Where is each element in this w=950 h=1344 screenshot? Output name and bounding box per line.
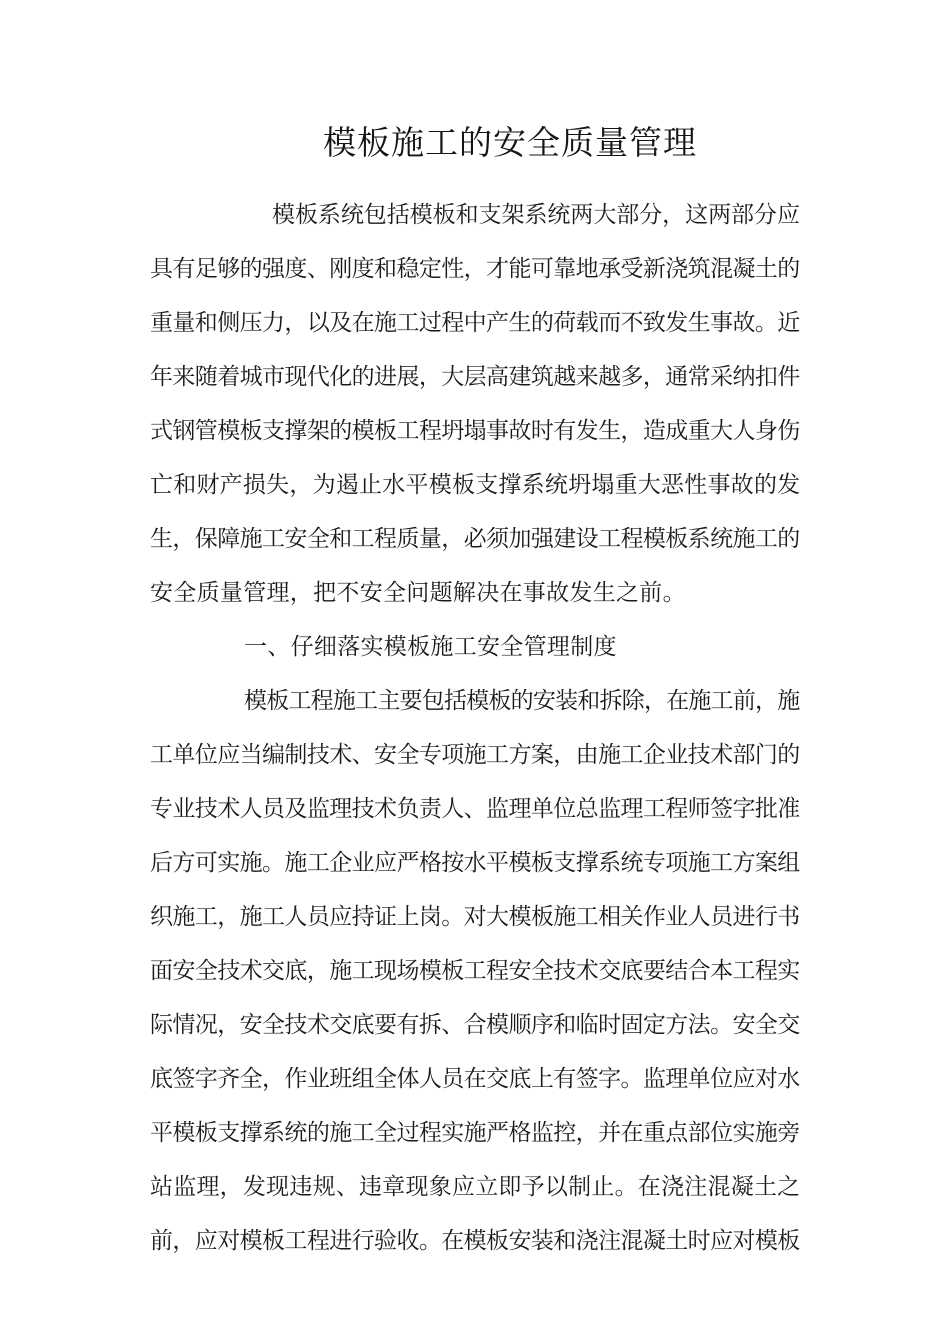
paragraph-line: 面安全技术交底，施工现场模板工程安全技术交底要结合本工程实	[150, 958, 800, 984]
section-heading: 一、仔细落实模板施工安全管理制度	[244, 634, 617, 660]
paragraph-line: 生，保障施工安全和工程质量，必须加强建设工程模板系统施工的	[150, 526, 800, 552]
paragraph-line: 模板工程施工主要包括模板的安装和拆除，在施工前，施	[244, 688, 800, 714]
paragraph-line: 年来随着城市现代化的进展，大层高建筑越来越多，通常采纳扣件	[150, 364, 800, 390]
paragraph-line: 亡和财产损失，为遏止水平模板支撑系统坍塌重大恶性事故的发	[150, 472, 801, 498]
paragraph-line: 式钢管模板支撑架的模板工程坍塌事故时有发生，造成重大人身伤	[150, 418, 800, 444]
paragraph-line: 平模板支撑系统的施工全过程实施严格监控，并在重点部位实施旁	[150, 1120, 800, 1146]
paragraph-line: 际情况，安全技术交底要有拆、合模顺序和临时固定方法。安全交	[150, 1012, 800, 1038]
paragraph-line: 重量和侧压力，以及在施工过程中产生的荷载而不致发生事故。近	[150, 310, 800, 336]
paragraph-line: 工单位应当编制技术、安全专项施工方案，由施工企业技术部门的	[150, 742, 800, 768]
page-title: 模板施工的安全质量管理	[323, 123, 697, 162]
paragraph-line: 站监理，发现违规、违章现象应立即予以制止。在浇注混凝土之	[150, 1174, 801, 1200]
paragraph-line: 底签字齐全，作业班组全体人员在交底上有签字。监理单位应对水	[150, 1066, 800, 1092]
paragraph-line: 后方可实施。施工企业应严格按水平模板支撑系统专项施工方案组	[150, 850, 800, 876]
paragraph-line: 专业技术人员及监理技术负责人、监理单位总监理工程师签字批准	[150, 796, 800, 822]
paragraph-line: 模板系统包括模板和支架系统两大部分，这两部分应	[272, 202, 800, 228]
paragraph-line: 前，应对模板工程进行验收。在模板安装和浇注混凝土时应对模板	[150, 1228, 800, 1254]
paragraph-line: 具有足够的强度、刚度和稳定性，才能可靠地承受新浇筑混凝土的	[150, 256, 800, 282]
paragraph-line: 织施工，施工人员应持证上岗。对大模板施工相关作业人员进行书	[150, 904, 800, 930]
paragraph-line: 安全质量管理，把不安全问题解决在事故发生之前。	[150, 580, 686, 606]
